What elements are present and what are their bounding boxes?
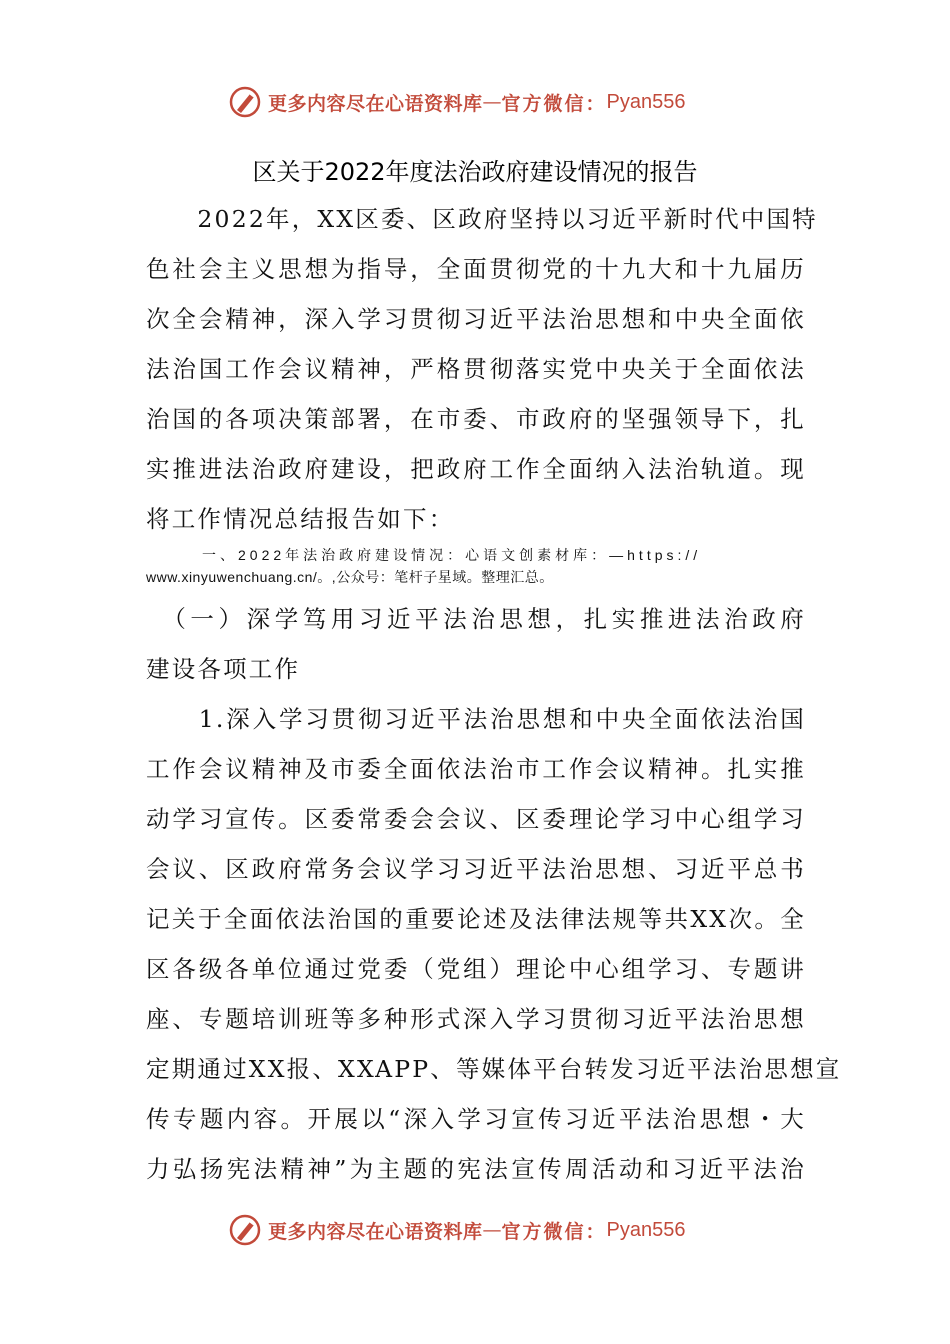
text-line: 力弘扬宪法精神”为主题的宪法宣传周活动和习近平法治 [146, 1155, 806, 1183]
text-line: 治国的各项决策部署，在市委、市政府的坚强领导下，扎 [146, 405, 806, 433]
footer-banner [228, 1212, 748, 1248]
source-note [146, 544, 806, 588]
text-line: 将工作情况总结报告如下： [146, 505, 455, 533]
source-note-line: www.xinyuwenchuang.cn/。,公众号：笔杆子星域。整理汇总。 [146, 569, 554, 585]
text-line: 建设各项工作 [146, 655, 301, 683]
text-line: 区各级各单位通过党委（党组）理论中心组学习、专题讲 [146, 955, 806, 983]
text-line: 动学习宣传。区委常委会会议、区委理论学习中心组学习 [146, 805, 806, 833]
text-line: 定期通过XX报、XXAPP、等媒体平台转发习近平法治思想宣 [146, 1055, 842, 1083]
pen-logo-icon [228, 85, 262, 119]
banner-wechat-id: Pyan556 [606, 90, 686, 113]
banner-text: 更多内容尽在心语资料库 [268, 1220, 483, 1243]
text-line: 座、专题培训班等多种形式深入学习贯彻习近平法治思想 [146, 1005, 806, 1033]
header-banner [228, 84, 748, 120]
text-line: 次全会精神，深入学习贯彻习近平法治思想和中央全面依 [146, 305, 806, 333]
banner-wechat-label: 官方微信： [501, 1220, 607, 1243]
text-line: 2022年，XX区委、区政府坚持以习近平新时代中国特 [146, 205, 818, 233]
text-line: 工作会议精神及市委全面依法治市工作会议精神。扎实推 [146, 755, 806, 783]
pen-logo-icon [228, 1213, 262, 1247]
intro-paragraph [146, 194, 818, 544]
banner-wechat-id: Pyan556 [606, 1218, 686, 1241]
text-line: 法治国工作会议精神，严格贯彻落实党中央关于全面依法 [146, 355, 806, 383]
page-title: 区关于2022年度法治政府建设情况的报告 [252, 158, 698, 186]
text-line: 实推进法治政府建设，把政府工作全面纳入法治轨道。现 [146, 455, 806, 483]
text-line: 记关于全面依法治国的重要论述及法律法规等共XX次。全 [146, 905, 806, 933]
text-line: 传专题内容。开展以“深入学习宣传习近平法治思想・大 [146, 1105, 806, 1133]
text-line: 1.深入学习贯彻习近平法治思想和中央全面依法治国 [146, 705, 806, 733]
banner-dash: — [482, 1219, 502, 1241]
banner-wechat-label: 官方微信： [501, 92, 607, 115]
banner-text: 更多内容尽在心语资料库 [268, 92, 483, 115]
text-line: （一）深学笃用习近平法治思想，扎实推进法治政府 [146, 605, 806, 633]
source-note-line: 一、2022年法治政府建设情况：心语文创素材库：—https:// [202, 547, 702, 563]
text-line: 色社会主义思想为指导，全面贯彻党的十九大和十九届历 [146, 255, 806, 283]
item-1-paragraph [146, 694, 842, 1194]
text-line: 会议、区政府常务会议学习习近平法治思想、习近平总书 [146, 855, 806, 883]
banner-dash: — [482, 91, 502, 113]
section-heading [146, 594, 806, 694]
